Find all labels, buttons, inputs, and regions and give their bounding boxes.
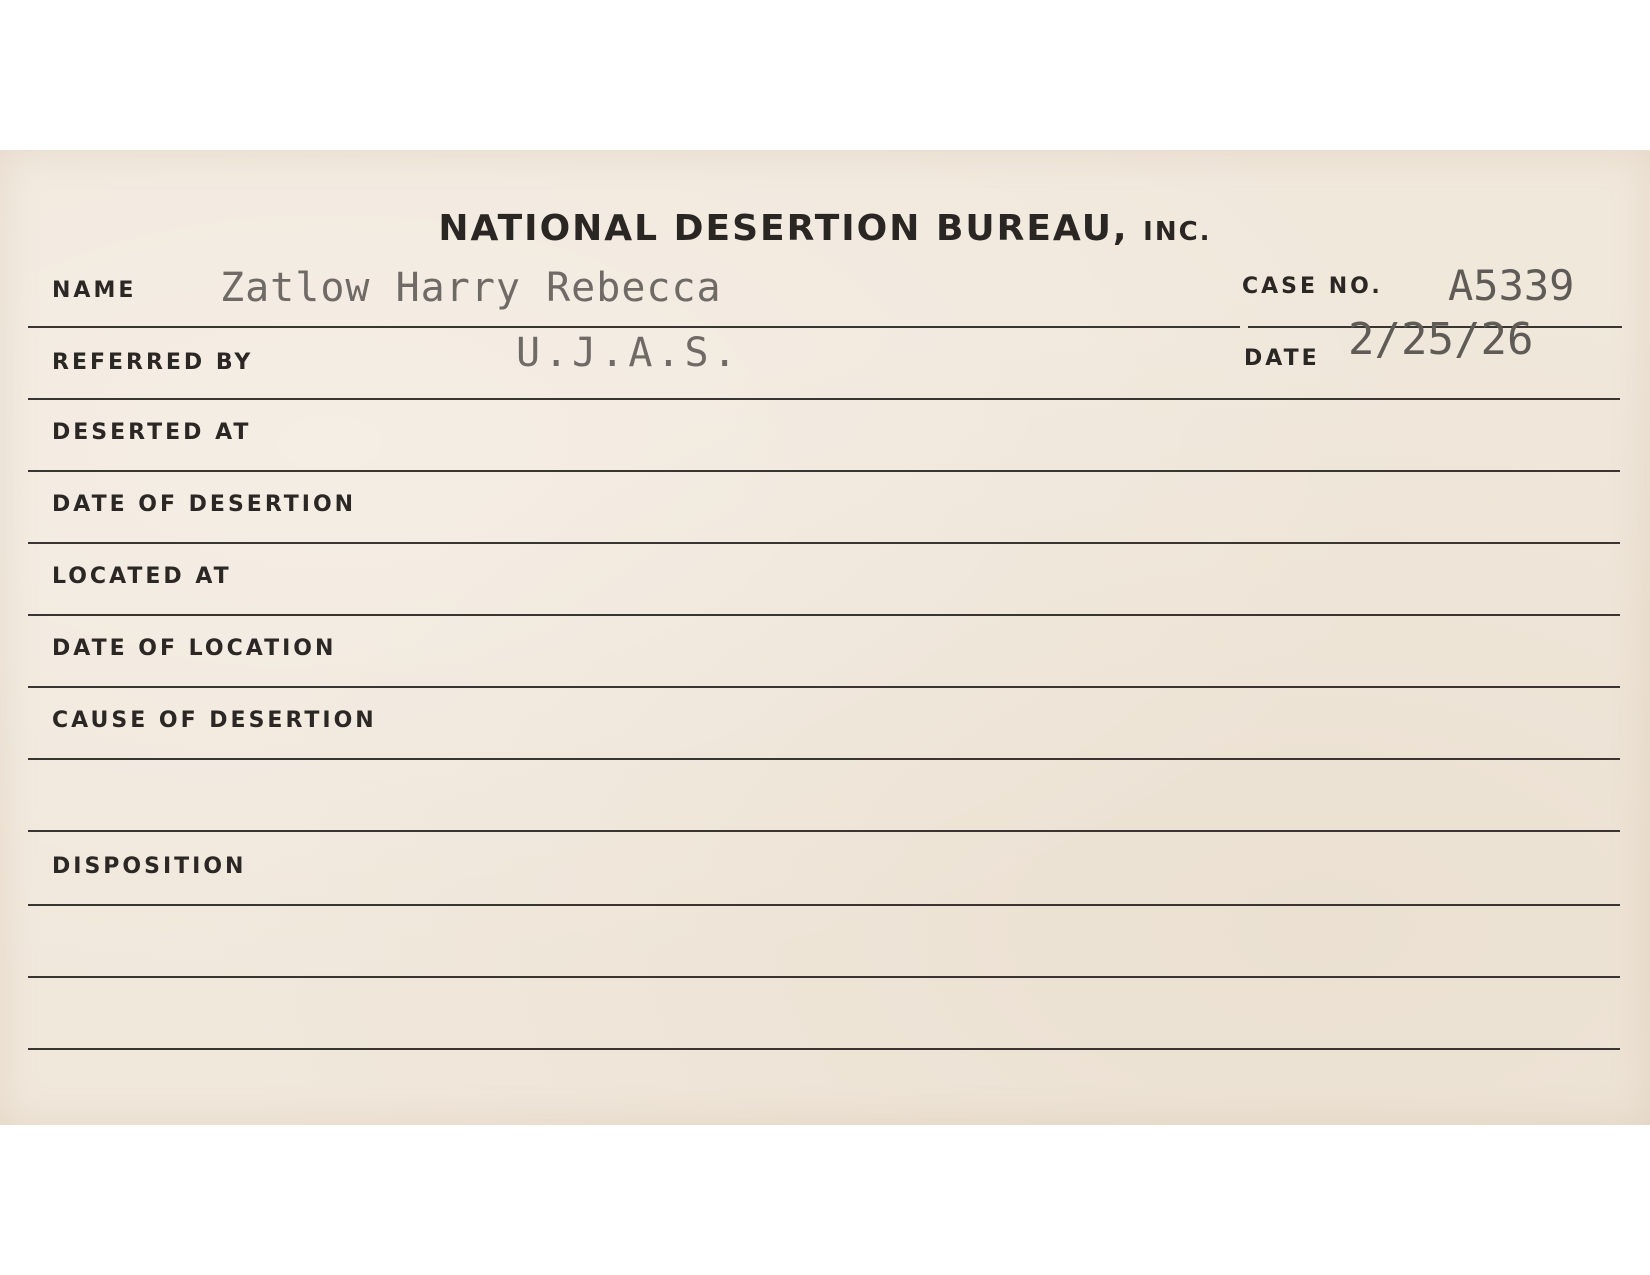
cause-of-desertion-label: CAUSE OF DESERTION <box>52 708 377 733</box>
deserted-at-label: DESERTED AT <box>52 420 252 445</box>
date-of-desertion-line <box>28 542 1620 544</box>
referred-by-line <box>28 398 1620 400</box>
located-at-label: LOCATED AT <box>52 564 232 589</box>
disposition-label: DISPOSITION <box>52 854 247 879</box>
bureau-suffix: INC. <box>1143 217 1212 247</box>
index-card <box>0 150 1650 1125</box>
date-label: DATE <box>1244 346 1320 371</box>
date-of-location-label: DATE OF LOCATION <box>52 636 337 661</box>
referred-by-value: U.J.A.S. <box>516 330 741 376</box>
case-no-value: A5339 <box>1448 261 1575 310</box>
blank-line-1 <box>28 976 1620 978</box>
case-no-label: CASE NO. <box>1242 274 1383 299</box>
name-label: NAME <box>52 278 137 303</box>
cause-continuation-line <box>28 830 1620 832</box>
referred-by-label: REFERRED BY <box>52 350 254 375</box>
date-value: 2/25/26 <box>1348 314 1534 365</box>
cause-of-desertion-line <box>28 758 1620 760</box>
name-value: Zatlow Harry Rebecca <box>220 265 722 311</box>
disposition-line <box>28 904 1620 906</box>
deserted-at-line <box>28 470 1620 472</box>
card-title <box>0 208 1650 249</box>
bureau-name: NATIONAL DESERTION BUREAU, <box>438 208 1129 249</box>
located-at-line <box>28 614 1620 616</box>
date-of-desertion-label: DATE OF DESERTION <box>52 492 357 517</box>
blank-line-2 <box>28 1048 1620 1050</box>
name-line <box>28 326 1240 328</box>
date-of-location-line <box>28 686 1620 688</box>
